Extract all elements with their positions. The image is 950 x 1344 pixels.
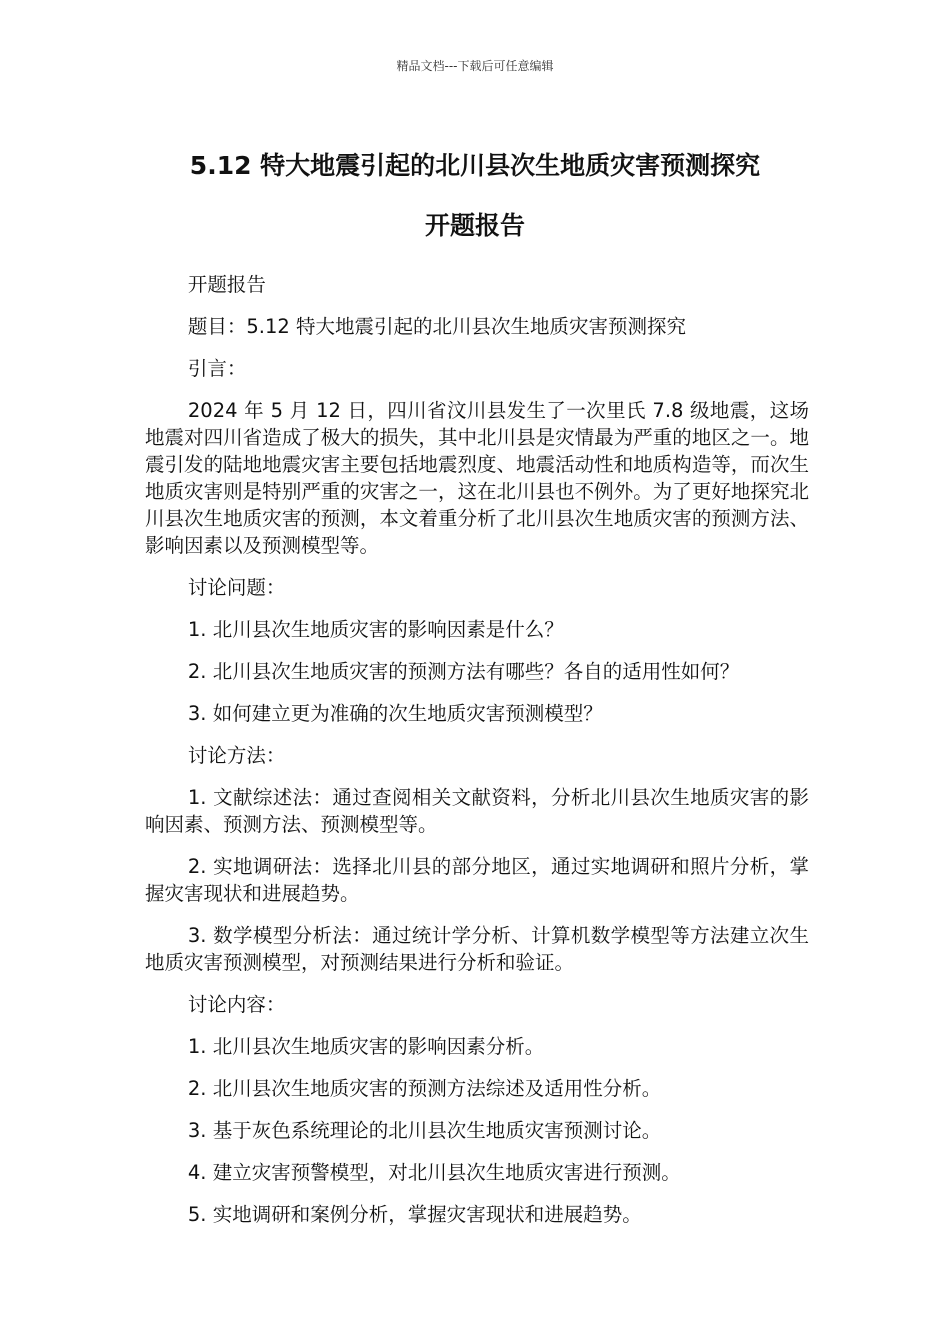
topic-line: 题目：5.12 特大地震引起的北川县次生地质灾害预测探究 bbox=[187, 315, 687, 338]
report-label: 开题报告 bbox=[187, 273, 266, 296]
method-item: 3. 数学模型分析法：通过统计学分析、计算机数学模型等方法建立次生地质灾害预测模型，对预测结果进行分析和验证。 bbox=[145, 924, 809, 974]
content-label: 讨论内容： bbox=[187, 993, 286, 1016]
intro-paragraph: 2024 年 5 月 12 日，四川省汶川县发生了一次里氏 7.8 级地震，这场地震对四川省造成了极大的损失，其中北川县是灾情最为严重的地区之一。地震引发的陆地地震灾害主要包括地震烈度、地震活动性和地质构造等，而次生地质灾害则是特别严重的灾害之一，这在北川县也不例外。为了更好地探究北川县次生地质灾害的预测，本文着重分析了北川县次生地质灾害的预测方法、影响因素以及预测模型等。 bbox=[145, 399, 809, 557]
questions-label: 讨论问题： bbox=[187, 576, 286, 599]
method-item: 2. 实地调研法：选择北川县的部分地区，通过实地调研和照片分析，掌握灾害现状和进展趋势。 bbox=[145, 855, 809, 905]
content-item: 1. 北川县次生地质灾害的影响因素分析。 bbox=[187, 1035, 545, 1058]
content-item: 4. 建立灾害预警模型，对北川县次生地质灾害进行预测。 bbox=[187, 1161, 681, 1184]
question-item: 1. 北川县次生地质灾害的影响因素是什么？ bbox=[187, 618, 564, 641]
question-item: 2. 北川县次生地质灾害的预测方法有哪些？各自的适用性如何？ bbox=[187, 660, 740, 683]
document-title-line-1: 5.12 特大地震引起的北川县次生地质灾害预测探究 bbox=[189, 151, 761, 180]
content-item: 3. 基于灰色系统理论的北川县次生地质灾害预测讨论。 bbox=[187, 1119, 662, 1142]
intro-label: 引言： bbox=[187, 357, 247, 380]
content-item: 2. 北川县次生地质灾害的预测方法综述及适用性分析。 bbox=[187, 1077, 662, 1100]
content-item: 5. 实地调研和案例分析，掌握灾害现状和进展趋势。 bbox=[187, 1203, 642, 1226]
document-title bbox=[100, 136, 850, 256]
method-item: 1. 文献综述法：通过查阅相关文献资料，分析北川县次生地质灾害的影响因素、预测方法、预测模型等。 bbox=[145, 786, 809, 836]
methods-label: 讨论方法： bbox=[187, 744, 286, 767]
document-body bbox=[145, 271, 809, 1243]
document-title-line-2: 开题报告 bbox=[424, 211, 525, 240]
page-header: 精品文档---下载后可任意编辑 bbox=[396, 59, 554, 73]
question-item: 3. 如何建立更为准确的次生地质灾害预测模型？ bbox=[187, 702, 603, 725]
